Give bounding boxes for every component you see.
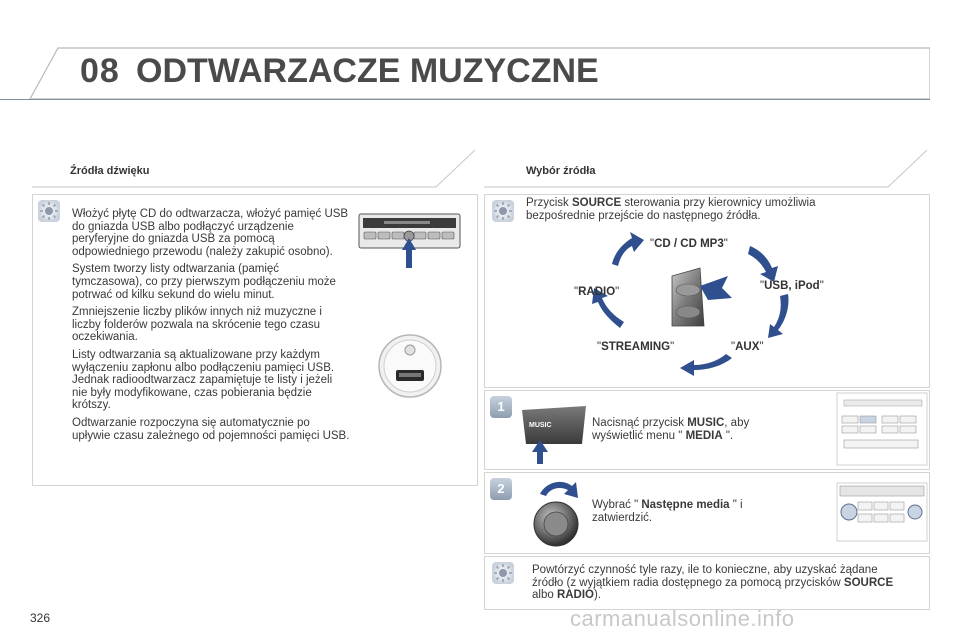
source-label-aux: "AUX" <box>731 341 764 353</box>
chapter-number: 08 <box>80 52 120 90</box>
step1-text-mid: , aby wyświetlić menu " <box>592 417 750 442</box>
step1-text <box>592 417 792 442</box>
paragraph-insert-media: Włożyć płytę CD do odtwarzacza, włożyć pamięć USB do gniazda USB albo podłączyć urządzenie peryferyjne do gniazda USB za pomocą odpowiedniego przewodu (należy zakupić osobno). <box>72 208 349 258</box>
source-label-radio: "RADIO" <box>574 286 620 298</box>
source-label-usb: "USB, iPod" <box>760 280 824 292</box>
page-title: ODTWARZACZE MUZYCZNE <box>136 52 599 90</box>
source-cycle-diagram <box>580 228 810 384</box>
control-panel-thumbnail <box>836 482 928 542</box>
footer-radio-keyword: RADIO <box>556 589 594 602</box>
footer-note-text <box>532 564 902 602</box>
rotary-knob-image <box>526 474 586 550</box>
intro-text <box>526 197 866 222</box>
source-cd-text: CD / CD MP3 <box>654 238 724 250</box>
control-panel-thumbnail <box>836 392 928 466</box>
paragraph-playlist-update: Listy odtwarzania są aktualizowane przy każdym wyłączeniu zapłonu albo podłączeniu pamięci USB. Jednak radioodtwarzacz zapamiętuje te listy i jeżeli nie były modyfikowane, czas pobierania będzie krótszy. <box>72 348 335 412</box>
source-streaming-text: STREAMING <box>601 341 671 353</box>
info-bulb-icon <box>492 200 514 222</box>
intro-source-keyword: SOURCE <box>572 197 622 209</box>
section-title-source-selection: Wybór źródła <box>526 165 596 177</box>
step1-number-badge: 1 <box>490 396 512 418</box>
footer-text-pre: Powtórzyć czynność tyle razy, ile to konieczne, aby uzyskać żądane źródło (z wyjątkiem radia dostępnego za pomocą przycisków <box>532 564 878 589</box>
info-bulb-icon <box>492 562 514 584</box>
radio-unit-image <box>358 210 462 270</box>
paragraph-playlists: System tworzy listy odtwarzania (pamięć tymczasowa), co przy pierwszym podłączeniu może potrwać od kilku sekund do wielu minut. <box>72 263 336 301</box>
step2-text-pre: Wybrać " <box>592 499 642 511</box>
music-button-label: MUSIC <box>529 422 552 429</box>
paragraph-reduce-files: Zmniejszenie liczby plików innych niż muzyczne i liczby folderów pozwala na skrócenie tego czasu oczekiwania. <box>72 306 322 344</box>
step2-text <box>592 499 792 524</box>
step1-text-pre: Nacisnąć przycisk <box>592 417 688 429</box>
left-text-block <box>72 208 350 447</box>
source-usb-text: USB, iPod <box>764 280 820 292</box>
footer-text-post: ). <box>594 589 602 602</box>
page-number: 326 <box>30 611 51 625</box>
watermark: carmanualsonline.info <box>570 606 795 631</box>
source-label-cd: "CD / CD MP3" <box>650 238 728 250</box>
source-aux-text: AUX <box>735 341 760 353</box>
intro-text-post: sterowania przy kierownicy umożliwia bezpośrednie przejście do następnego źródła. <box>526 197 816 222</box>
step1-media-keyword: MEDIA <box>685 429 723 442</box>
step1-text-post: ". <box>722 429 734 442</box>
music-button-image <box>520 404 590 466</box>
step2-next-media-keyword: Następne media <box>641 499 730 511</box>
footer-text-mid: albo <box>532 589 557 602</box>
section-title-sources: Źródła dźwięku <box>70 165 150 177</box>
usb-port-image <box>377 333 443 399</box>
step1-music-keyword: MUSIC <box>687 417 725 429</box>
step2-text-post: " i zatwierdzić. <box>592 499 743 524</box>
paragraph-autoplay: Odtwarzanie rozpoczyna się automatycznie po upływie czasu zależnego od pojemności pamięci USB. <box>72 416 350 442</box>
step2-number-badge: 2 <box>490 478 512 500</box>
footer-source-keyword: SOURCE <box>843 576 894 589</box>
intro-text-pre: Przycisk <box>526 197 572 209</box>
source-label-streaming: "STREAMING" <box>597 341 675 353</box>
info-bulb-icon <box>38 200 60 222</box>
source-radio-text: RADIO <box>578 286 616 298</box>
